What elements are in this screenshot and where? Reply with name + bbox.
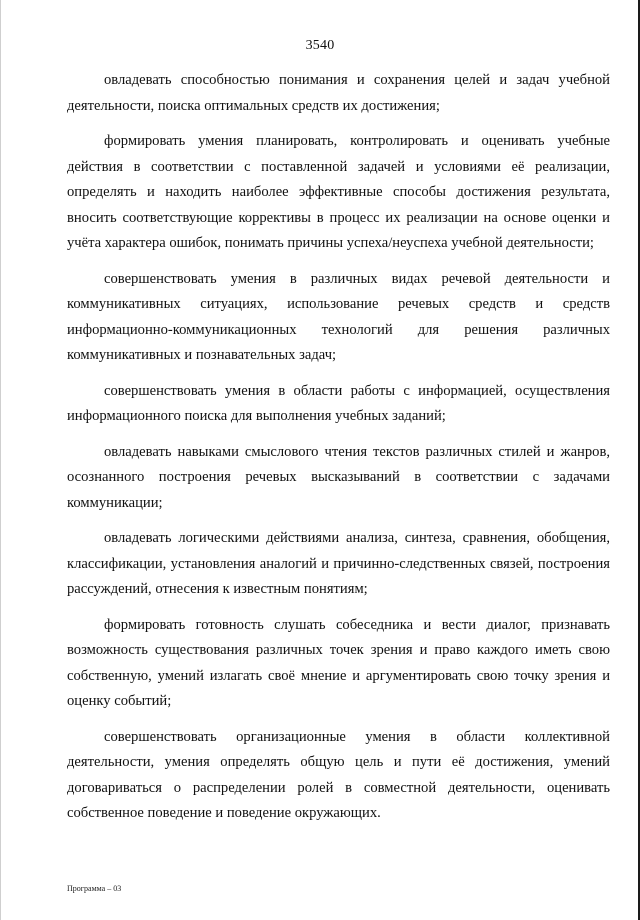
scan-edge-left <box>0 0 1 920</box>
paragraph-collective: совершенствовать организационные умения в области коллективной деятельности, умения определять общую цель и пути её достижения, умений договариваться о распределении ролей в совместной деятельности, оценивать собственное поведение и поведение окружающих. <box>67 728 610 821</box>
paragraph-planning: формировать умения планировать, контролировать и оценивать учебные действия в соответствии с поставленной задачей и условиями её реализации, определять и находить наиболее эффективные способы достижения результата, вносить соответствующие коррективы в процесс их реализации на основе оценки и учёта характера ошибок, понимать причины успеха/неуспеха учебной деятельности; <box>67 133 610 251</box>
footer-program: Программа – 03 <box>67 884 122 893</box>
paragraph-speech: совершенствовать умения в различных видах речевой деятельности и коммуникативных ситуациях, использование речевых средств и средств информационно-коммуникационных технологий для решения различных коммуникативных и познавательных задач; <box>67 270 610 363</box>
page-number: 3540 <box>305 38 335 53</box>
paragraph-logic: овладевать логическими действиями анализа, синтеза, сравнения, обобщения, классификации, установления аналогий и причинно-следственных связей, построения рассуждений, отнесения к известным понятиям; <box>67 530 610 597</box>
paragraph-information: совершенствовать умения в области работы с информацией, осуществления информационного поиска для выполнения учебных заданий; <box>67 382 610 424</box>
paragraph-reading: овладевать навыками смыслового чтения текстов различных стилей и жанров, осознанного построения речевых высказываний в соответствии с задачами коммуникации; <box>67 443 610 511</box>
paragraph-dialogue: формировать готовность слушать собеседника и вести диалог, признавать возможность существования различных точек зрения и право каждого иметь свою собственную, умений излагать своё мнение и аргументировать свою точку зрения и оценку событий; <box>67 616 610 709</box>
paragraph-goals: овладевать способностью понимания и сохранения целей и задач учебной деятельности, поиска оптимальных средств их достижения; <box>67 72 610 114</box>
body-text <box>67 68 610 837</box>
